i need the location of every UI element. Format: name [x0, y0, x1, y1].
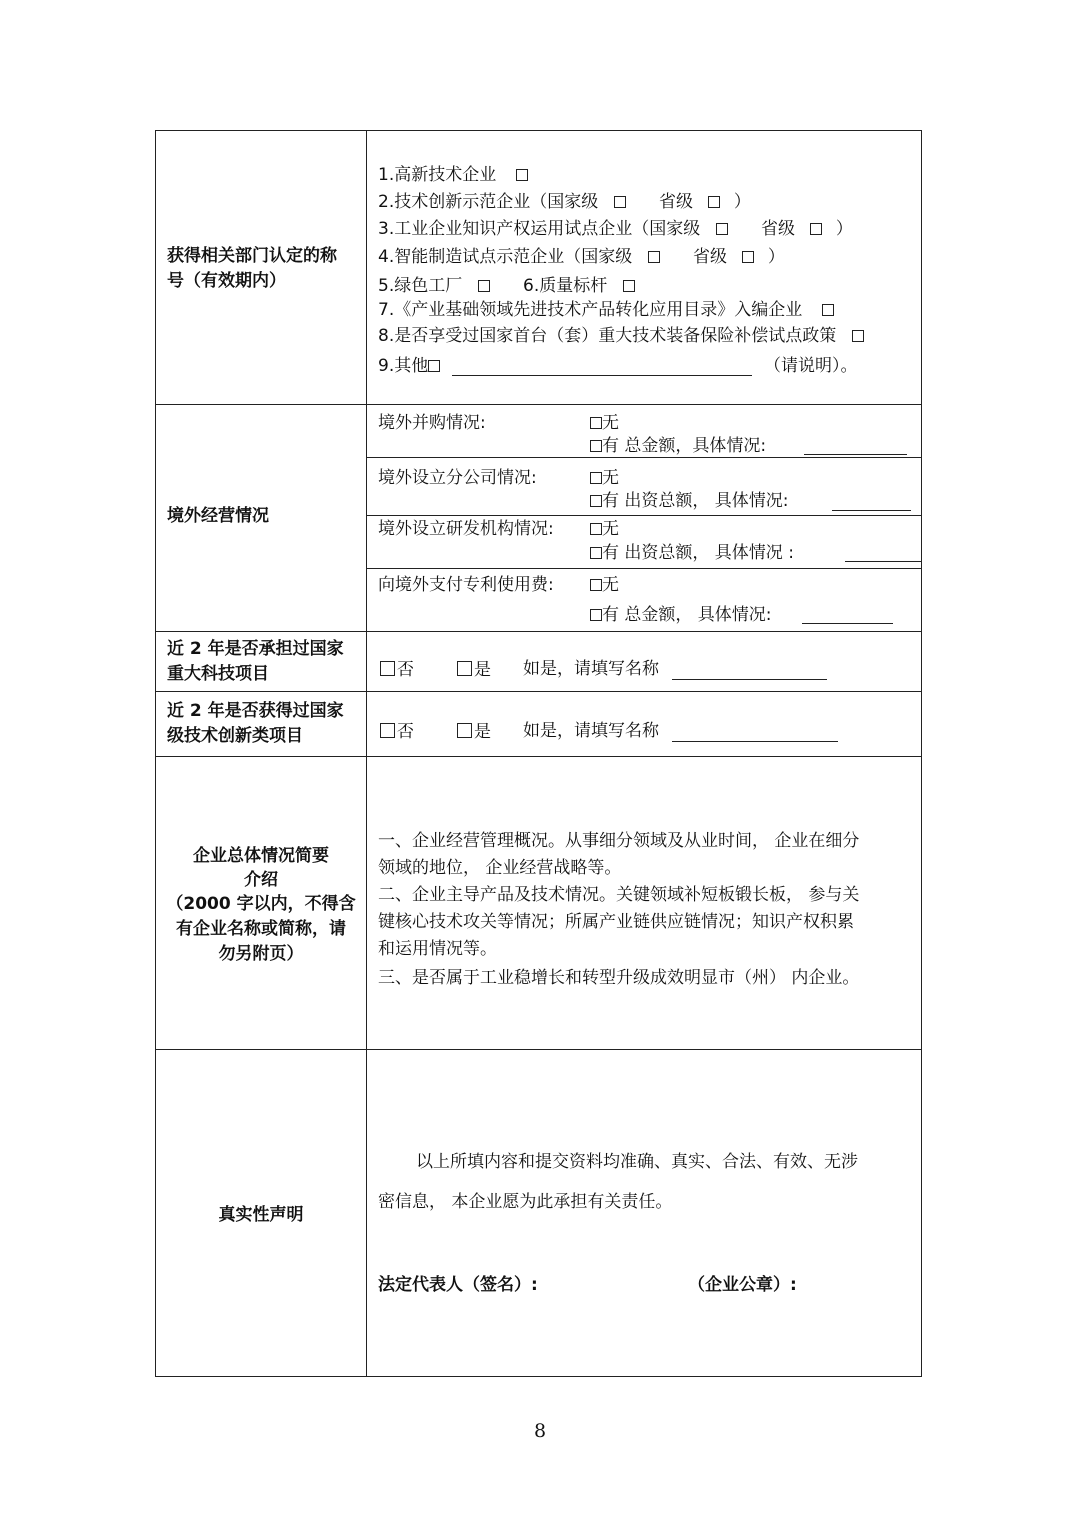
checkbox[interactable] [590, 495, 602, 507]
rd-label: 境外设立研发机构情况: [378, 519, 554, 539]
branch-yes [590, 493, 789, 510]
checkbox-no[interactable] [380, 661, 395, 676]
row-divider [155, 756, 922, 757]
item-close-text: ） [835, 219, 853, 239]
item-text: 3.工业企业知识产权运用试点企业（国家级 [378, 219, 701, 239]
option-text: 是 [474, 660, 491, 680]
merger-no [590, 415, 619, 432]
item-text: 2.技术创新示范企业（国家级 [378, 192, 599, 212]
other-fill-line[interactable] [452, 375, 752, 376]
item-text: 1.高新技术企业 [378, 165, 497, 185]
major-project-label-line2: 重大科技项目 [167, 664, 269, 684]
checkbox[interactable] [590, 440, 602, 452]
innovation-project-no [380, 723, 414, 741]
innovation-project-yes [457, 723, 491, 741]
subrow-divider [366, 515, 922, 516]
item-province-text: 省级 [761, 219, 796, 239]
innovation-project-fill-line[interactable] [672, 741, 838, 742]
checkbox[interactable] [590, 609, 602, 621]
major-project-label-line1: 近 2 年是否承担过国家 [167, 639, 344, 659]
patent-no [590, 577, 619, 594]
overview-line: 二、企业主导产品及技术情况。关键领域补短板锻长板， 参与关 [378, 885, 860, 905]
checkbox[interactable] [623, 280, 635, 292]
major-project-fill-line[interactable] [672, 679, 827, 680]
merger-label: 境外并购情况: [378, 413, 486, 433]
recognition-item-9 [378, 358, 442, 375]
checkbox[interactable] [590, 523, 602, 535]
overview-line: 键核心技术攻关等情况；所属产业链供应链情况；知识产权积累 [378, 912, 854, 932]
checkbox[interactable] [516, 169, 528, 181]
subrow-divider [366, 568, 922, 569]
signature-label: 法定代表人（签名）: [378, 1275, 538, 1295]
recognition-item-4 [378, 249, 785, 266]
overview-label-line2: 介绍 [244, 870, 278, 890]
option-text: 无 [602, 413, 619, 433]
checkbox[interactable] [478, 280, 490, 292]
checkbox[interactable] [852, 330, 864, 342]
column-divider [366, 130, 367, 1377]
item-text: 8.是否享受过国家首台（套）重大技术装备保险补偿试点政策 [378, 326, 837, 346]
checkbox-national[interactable] [716, 223, 728, 235]
major-project-prompt: 如是，请填写名称 [523, 659, 659, 679]
recognition-item-5-6 [378, 278, 637, 295]
checkbox-national[interactable] [648, 251, 660, 263]
checkbox[interactable] [590, 417, 602, 429]
declaration-label: 真实性声明 [218, 1205, 304, 1225]
option-text: 有 总金额，具体情况: [602, 436, 767, 456]
row-divider [155, 1049, 922, 1050]
item-text: 4.智能制造试点示范企业（国家级 [378, 247, 633, 267]
overview-line: 一、企业经营管理概况。从事细分领域及从业时间， 企业在细分 [378, 831, 860, 851]
checkbox-province[interactable] [708, 196, 720, 208]
overview-line: 和运用情况等。 [378, 939, 497, 959]
checkbox[interactable] [822, 304, 834, 316]
patent-yes [590, 607, 772, 624]
checkbox-no[interactable] [380, 723, 395, 738]
item-9-note: （请说明）。 [764, 356, 858, 376]
item-text: 5.绿色工厂 [378, 276, 463, 296]
rd-yes [590, 545, 794, 562]
option-text: 无 [602, 519, 619, 539]
row-divider [155, 691, 922, 692]
overview-label-line5: 勿另附页） [218, 944, 304, 964]
declaration-line2: 密信息， 本企业愿为此承担有关责任。 [378, 1192, 673, 1212]
option-text: 有 出资总额， 具体情况 : [602, 543, 794, 563]
overseas-label: 境外经营情况 [167, 506, 269, 526]
major-project-yes [457, 661, 491, 679]
option-text: 否 [397, 722, 414, 742]
item-text: 9.其他 [378, 356, 429, 376]
option-text: 否 [397, 660, 414, 680]
checkbox-province[interactable] [742, 251, 754, 263]
major-project-no [380, 661, 414, 679]
overview-line: 三、是否属于工业稳增长和转型升级成效明显市（州） 内企业。 [378, 968, 860, 988]
checkbox[interactable] [590, 472, 602, 484]
rd-fill-line[interactable] [845, 561, 921, 562]
recognition-item-8 [378, 328, 866, 345]
overview-line: 领域的地位， 企业经营战略等。 [378, 858, 622, 878]
item-close-text: ） [733, 192, 751, 212]
merger-yes [590, 438, 766, 455]
subrow-divider [366, 457, 922, 458]
overview-label-line3: （2000 字以内，不得含 [166, 894, 356, 914]
overview-label-line1: 企业总体情况简要 [193, 846, 329, 866]
checkbox[interactable] [428, 360, 440, 372]
option-text: 是 [474, 722, 491, 742]
item-province-text: 省级 [659, 192, 694, 212]
checkbox[interactable] [590, 579, 602, 591]
recognition-item-3 [378, 221, 853, 238]
declaration-line1: 以上所填内容和提交资料均准确、真实、合法、有效、无涉 [416, 1152, 858, 1172]
checkbox[interactable] [590, 547, 602, 559]
branch-label: 境外设立分公司情况: [378, 468, 537, 488]
patent-fill-line[interactable] [802, 623, 893, 624]
item-text: 7.《产业基础领域先进技术产品转化应用目录》入编企业 [378, 300, 803, 320]
rd-no [590, 521, 619, 538]
branch-no [590, 470, 619, 487]
seal-label: （企业公章）: [688, 1275, 797, 1295]
merger-fill-line[interactable] [804, 454, 907, 455]
item-close-text: ） [767, 247, 785, 267]
innovation-project-label-line1: 近 2 年是否获得过国家 [167, 701, 344, 721]
recognition-item-7 [378, 302, 836, 319]
checkbox-yes[interactable] [457, 723, 472, 738]
option-text: 有 总金额， 具体情况: [602, 605, 772, 625]
item-text: 6.质量标杆 [523, 276, 608, 296]
page-number: 8 [533, 1420, 547, 1442]
item-province-text: 省级 [693, 247, 728, 267]
branch-fill-line[interactable] [832, 510, 911, 511]
recognition-item-1 [378, 167, 530, 184]
option-text: 无 [602, 575, 619, 595]
option-text: 无 [602, 468, 619, 488]
row-divider [155, 631, 922, 632]
overview-label-line4: 有企业名称或简称，请 [176, 919, 346, 939]
patent-label: 向境外支付专利使用费: [378, 575, 554, 595]
recognition-item-2 [378, 194, 751, 211]
recognition-label-line1: 获得相关部门认定的称 [167, 246, 337, 266]
checkbox-yes[interactable] [457, 661, 472, 676]
recognition-label-line2: 号（有效期内） [167, 271, 286, 291]
checkbox-province[interactable] [810, 223, 822, 235]
option-text: 有 出资总额， 具体情况: [602, 491, 789, 511]
checkbox-national[interactable] [614, 196, 626, 208]
row-divider [155, 404, 922, 405]
innovation-project-label-line2: 级技术创新类项目 [167, 726, 303, 746]
innovation-project-prompt: 如是，请填写名称 [523, 721, 659, 741]
